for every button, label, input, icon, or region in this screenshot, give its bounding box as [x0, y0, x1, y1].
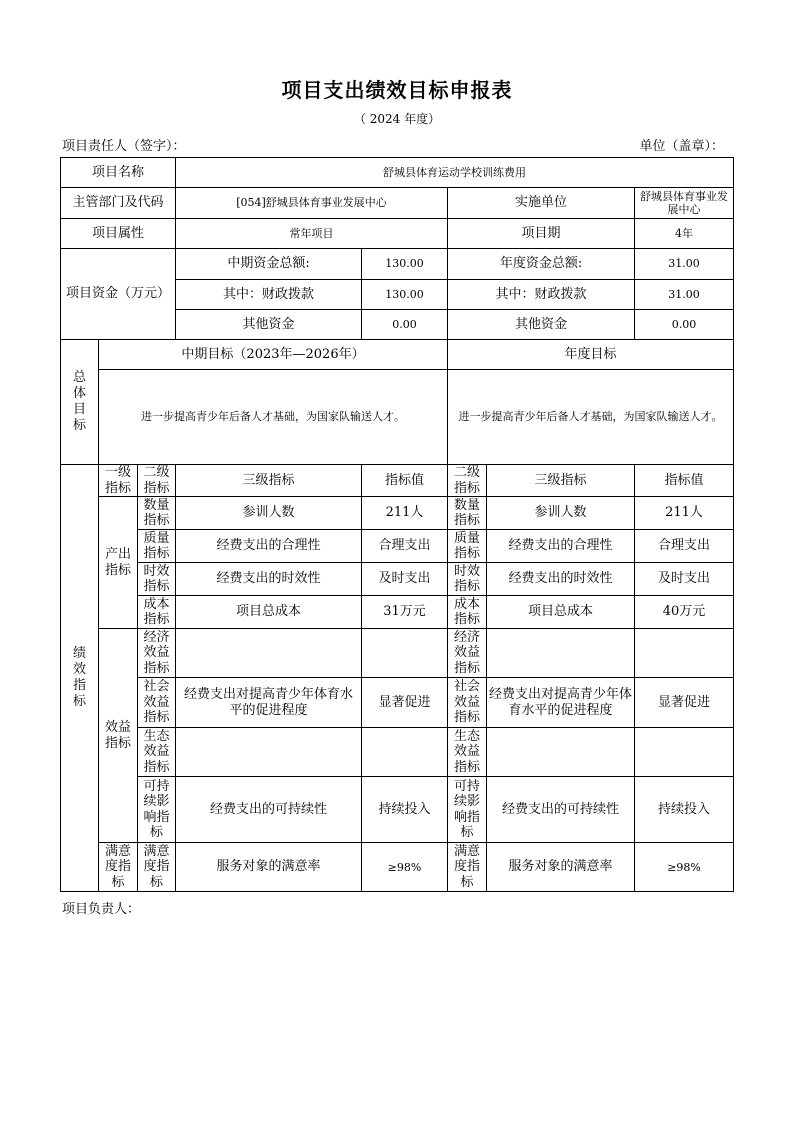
project-leader-label: 项目负责人： [62, 902, 141, 917]
annual-ecological-label-text: 生态效益指标 [454, 728, 481, 775]
overall-goals-label [61, 340, 99, 465]
mid-cost-name: 项目总成本 [176, 596, 362, 629]
annual-quantity-name: 参训人数 [487, 497, 635, 530]
annual-total-label: 年度资金总额: [448, 249, 635, 280]
annual-economic-label-text: 经济效益指标 [454, 629, 481, 676]
project-period-value: 4年 [635, 219, 734, 249]
sustainability-label [138, 777, 176, 843]
social-label [138, 678, 176, 728]
annual-quality-label-text: 质量指标 [454, 530, 481, 562]
ecological-label-text: 生态效益指标 [143, 728, 170, 775]
annual-satisfaction-sub-label [448, 843, 487, 892]
row-cost [61, 596, 734, 629]
cost-label-text: 成本指标 [143, 596, 170, 628]
output-indicators-label-text: 产出指标 [104, 547, 131, 578]
mid-fiscal-label: 其中：财政拨款 [176, 280, 362, 310]
col-level3-header: 三级指标 [176, 465, 362, 497]
row-quantity [61, 497, 734, 530]
timeliness-label-text: 时效指标 [143, 563, 170, 595]
annual-ecological-label [448, 728, 487, 777]
mid-social-value: 显著促进 [362, 678, 448, 728]
mid-quantity-value: 211人 [362, 497, 448, 530]
annual-goal-header: 年度目标 [448, 340, 734, 370]
annual-timeliness-value: 及时支出 [635, 563, 734, 596]
project-name-value: 舒城县体育运动学校训练费用 [176, 158, 734, 188]
col-level2-header [138, 465, 176, 497]
annual-economic-label [448, 629, 487, 678]
economic-label-text: 经济效益指标 [143, 629, 170, 676]
annual-sustainability-name: 经费支出的可持续性 [487, 777, 635, 843]
mid-timeliness-name: 经费支出的时效性 [176, 563, 362, 596]
annual-timeliness-label-text: 时效指标 [454, 563, 481, 595]
satisfaction-indicators-label-text: 满意度指标 [104, 843, 131, 890]
mid-economic-value [362, 629, 448, 678]
col-level2-header-text: 二级指标 [143, 465, 170, 496]
performance-indicators-label-text: 绩效指标 [72, 645, 86, 710]
mid-quantity-name: 参训人数 [176, 497, 362, 530]
output-indicators-label [99, 497, 138, 629]
row-project-name [61, 158, 734, 188]
annual-ecological-value [635, 728, 734, 777]
row-indicator-header [61, 465, 734, 497]
economic-label [138, 629, 176, 678]
project-period-label: 项目期 [448, 219, 635, 249]
annual-sustainability-label-text: 可持续影响指标 [454, 778, 481, 841]
mid-satisfaction-name: 服务对象的满意率 [176, 843, 362, 892]
annual-quantity-label-text: 数量指标 [454, 497, 481, 529]
mid-economic-name [176, 629, 362, 678]
implementing-unit-value: 舒城县体育事业发展中心 [635, 188, 734, 219]
timeliness-label [138, 563, 176, 596]
satisfaction-sub-label [138, 843, 176, 892]
mid-other-label: 其他资金 [176, 310, 362, 340]
mid-total-label: 中期资金总额: [176, 249, 362, 280]
row-ecological [61, 728, 734, 777]
benefit-indicators-label-text: 效益指标 [104, 720, 131, 751]
annual-satisfaction-value: ≥98% [635, 843, 734, 892]
cost-label [138, 596, 176, 629]
annual-quality-label [448, 530, 487, 563]
mid-goal-text: 进一步提高青少年后备人才基础，为国家队输送人才。 [99, 370, 448, 465]
annual-timeliness-name: 经费支出的时效性 [487, 563, 635, 596]
annual-other-label: 其他资金 [448, 310, 635, 340]
row-department [61, 188, 734, 219]
mid-fiscal-value: 130.00 [362, 280, 448, 310]
row-attribute [61, 219, 734, 249]
annual-col-level2-header [448, 465, 487, 497]
annual-cost-value: 40万元 [635, 596, 734, 629]
annual-social-value: 显著促进 [635, 678, 734, 728]
implementing-unit-label: 实施单位 [448, 188, 635, 219]
funds-label: 项目资金（万元） [61, 249, 176, 340]
annual-economic-name [487, 629, 635, 678]
annual-satisfaction-name: 服务对象的满意率 [487, 843, 635, 892]
mid-satisfaction-value: ≥98% [362, 843, 448, 892]
sustainability-label-text: 可持续影响指标 [143, 778, 170, 841]
performance-indicators-label [61, 465, 99, 892]
mid-quality-name: 经费支出的合理性 [176, 530, 362, 563]
annual-social-name: 经费支出对提高青少年体育水平的促进程度 [487, 678, 635, 728]
quantity-label [138, 497, 176, 530]
annual-sustainability-label [448, 777, 487, 843]
overall-goals-label-text: 总体目标 [72, 369, 86, 434]
col-value-header: 指标值 [362, 465, 448, 497]
performance-goal-table [60, 157, 734, 892]
mid-sustainability-value: 持续投入 [362, 777, 448, 843]
satisfaction-indicators-label [99, 843, 138, 892]
row-sustainability [61, 777, 734, 843]
quality-label-text: 质量指标 [143, 530, 170, 562]
quantity-label-text: 数量指标 [143, 497, 170, 529]
mid-ecological-value [362, 728, 448, 777]
year-line: （ 2024 年度） [353, 112, 441, 126]
row-timeliness [61, 563, 734, 596]
mid-cost-value: 31万元 [362, 596, 448, 629]
col-level1-header [99, 465, 138, 497]
department-value: [054]舒城县体育事业发展中心 [176, 188, 448, 219]
mid-goal-header: 中期目标（2023年—2026年） [99, 340, 448, 370]
benefit-indicators-label [99, 629, 138, 843]
annual-timeliness-label [448, 563, 487, 596]
annual-cost-label [448, 596, 487, 629]
annual-col-level2-header-text: 二级指标 [454, 465, 481, 496]
mid-total-value: 130.00 [362, 249, 448, 280]
annual-total-value: 31.00 [635, 249, 734, 280]
mid-ecological-name [176, 728, 362, 777]
department-label: 主管部门及代码 [61, 188, 176, 219]
row-funds-total [61, 249, 734, 280]
mid-timeliness-value: 及时支出 [362, 563, 448, 596]
annual-quality-value: 合理支出 [635, 530, 734, 563]
mid-social-name: 经费支出对提高青少年体育水平的促进程度 [176, 678, 362, 728]
annual-satisfaction-sub-label-text: 满意度指标 [454, 843, 481, 890]
row-satisfaction [61, 843, 734, 892]
social-label-text: 社会效益指标 [143, 679, 170, 726]
annual-fiscal-value: 31.00 [635, 280, 734, 310]
col-level1-header-text: 一级指标 [104, 465, 131, 496]
annual-economic-value [635, 629, 734, 678]
mid-other-value: 0.00 [362, 310, 448, 340]
row-social [61, 678, 734, 728]
ecological-label [138, 728, 176, 777]
project-attribute-value: 常年项目 [176, 219, 448, 249]
satisfaction-sub-label-text: 满意度指标 [143, 843, 170, 890]
annual-social-label-text: 社会效益指标 [454, 679, 481, 726]
row-quality [61, 530, 734, 563]
annual-social-label [448, 678, 487, 728]
row-economic [61, 629, 734, 678]
annual-goal-text: 进一步提高青少年后备人才基础，为国家队输送人才。 [448, 370, 734, 465]
mid-sustainability-name: 经费支出的可持续性 [176, 777, 362, 843]
row-goals-content [61, 370, 734, 465]
annual-sustainability-value: 持续投入 [635, 777, 734, 843]
project-attribute-label: 项目属性 [61, 219, 176, 249]
project-name-label: 项目名称 [61, 158, 176, 188]
annual-quality-name: 经费支出的合理性 [487, 530, 635, 563]
annual-fiscal-label: 其中：财政拨款 [448, 280, 635, 310]
quality-label [138, 530, 176, 563]
row-goals-header [61, 340, 734, 370]
annual-col-level3-header: 三级指标 [487, 465, 635, 497]
responsible-signature-label: 项目责任人（签字）： [62, 139, 186, 154]
unit-seal-label: 单位（盖章）： [639, 139, 724, 154]
annual-quantity-label [448, 497, 487, 530]
mid-quality-value: 合理支出 [362, 530, 448, 563]
annual-col-value-header: 指标值 [635, 465, 734, 497]
annual-cost-label-text: 成本指标 [454, 596, 481, 628]
page-title: 项目支出绩效目标申报表 [281, 78, 513, 102]
annual-cost-name: 项目总成本 [487, 596, 635, 629]
annual-ecological-name [487, 728, 635, 777]
annual-quantity-value: 211人 [635, 497, 734, 530]
annual-other-value: 0.00 [635, 310, 734, 340]
